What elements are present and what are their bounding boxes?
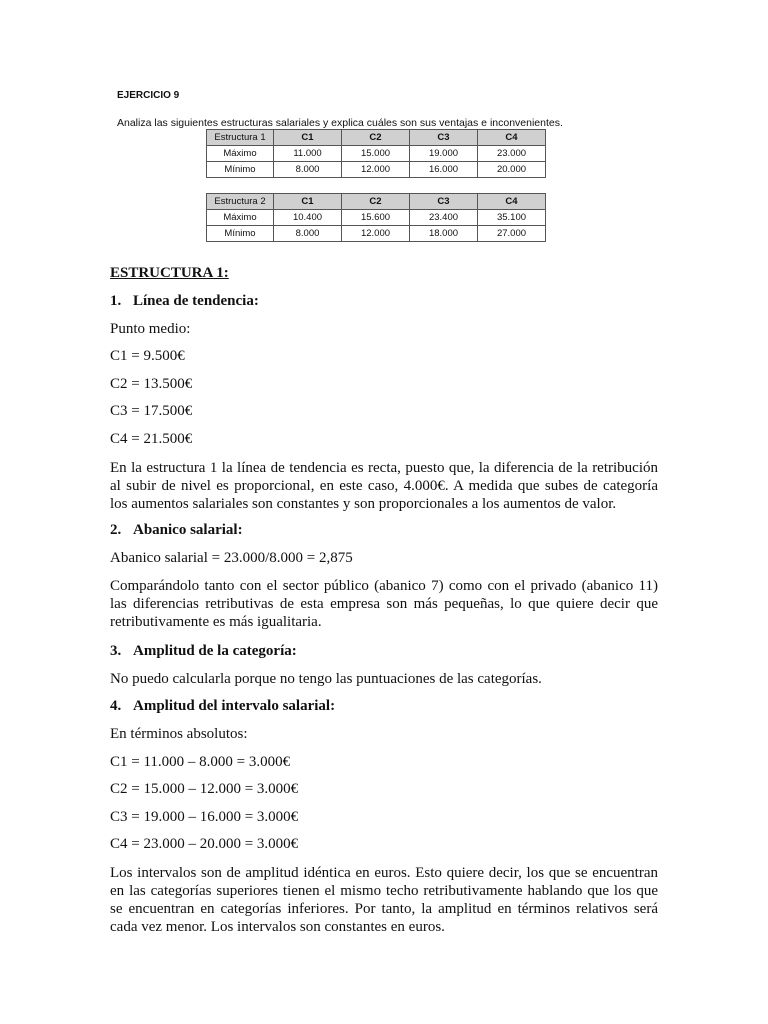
table-cell: 10.400 — [274, 210, 342, 226]
table-header-cell: C3 — [410, 194, 478, 210]
table-row — [207, 146, 546, 162]
paragraph-line: Comparándolo tanto con el sector público (abanico 7) como con el privado (abanico 11) — [110, 578, 658, 594]
table-cell: 15.600 — [342, 210, 410, 226]
paragraph — [110, 577, 658, 631]
paragraph-line: se encuentran en categorías inferiores. Por tanto, la amplitud en términos relativos será — [110, 901, 658, 917]
subsection-number: 1. — [110, 293, 122, 309]
exercise-title: EJERCICIO 9 — [117, 90, 180, 101]
table-header-cell: C4 — [478, 194, 546, 210]
subsection-title: Amplitud del intervalo salarial: — [133, 698, 336, 714]
table-cell: 19.000 — [410, 146, 478, 162]
table-cell: 15.000 — [342, 146, 410, 162]
paragraph — [110, 459, 658, 513]
formula-line: C1 = 9.500€ — [110, 348, 185, 364]
table-cell: Mínimo — [207, 162, 274, 178]
subsection-number: 2. — [110, 522, 122, 538]
table-cell: 20.000 — [478, 162, 546, 178]
paragraph-line: las diferencias retributivas de esta empresa son más pequeñas, lo que quiere decir que — [110, 596, 658, 612]
subsection-number: 4. — [110, 698, 122, 714]
section-heading: ESTRUCTURA 1: — [110, 265, 229, 281]
table-cell: 12.000 — [342, 162, 410, 178]
table-cell: Mínimo — [207, 226, 274, 242]
subsection-heading — [110, 697, 335, 715]
paragraph-line: retributivamente es más igualitaria. — [110, 614, 322, 630]
table-cell: 16.000 — [410, 162, 478, 178]
formula-line: C4 = 23.000 – 20.000 = 3.000€ — [110, 836, 299, 852]
formula-line: C3 = 19.000 – 16.000 = 3.000€ — [110, 809, 299, 825]
table-row — [207, 210, 546, 226]
paragraph: En términos absolutos: — [110, 726, 248, 742]
formula-line: C4 = 21.500€ — [110, 431, 193, 447]
formula-line: C3 = 17.500€ — [110, 403, 193, 419]
table-cell: Máximo — [207, 210, 274, 226]
subsection-heading — [110, 521, 243, 539]
subsection-title: Abanico salarial: — [133, 522, 243, 538]
paragraph-line: En la estructura 1 la línea de tendencia es recta, puesto que, la diferencia de la retribución — [110, 460, 658, 476]
table-header-cell: Estructura 1 — [207, 130, 274, 146]
table-cell: 18.000 — [410, 226, 478, 242]
table-cell: 8.000 — [274, 226, 342, 242]
table-cell: 12.000 — [342, 226, 410, 242]
formula-line: C2 = 15.000 – 12.000 = 3.000€ — [110, 781, 299, 797]
table-header-cell: C1 — [274, 130, 342, 146]
table-header-cell: Estructura 2 — [207, 194, 274, 210]
subsection-title: Línea de tendencia: — [133, 293, 259, 309]
paragraph-line: en las categorías superiores tienen el mismo techo retributivamente hablando que los que — [110, 883, 658, 899]
table-header-cell: C3 — [410, 130, 478, 146]
table-header-row — [207, 130, 546, 146]
subsection-title: Amplitud de la categoría: — [133, 643, 297, 659]
table-header-cell: C1 — [274, 194, 342, 210]
table-cell: 27.000 — [478, 226, 546, 242]
table-header-cell: C4 — [478, 130, 546, 146]
paragraph: Punto medio: — [110, 321, 191, 337]
formula-line: Abanico salarial = 23.000/8.000 = 2,875 — [110, 550, 353, 566]
table-row — [207, 162, 546, 178]
subsection-number: 3. — [110, 643, 122, 659]
table-cell: 23.400 — [410, 210, 478, 226]
paragraph: No puedo calcularla porque no tengo las puntuaciones de las categorías. — [110, 671, 542, 687]
formula-line: C2 = 13.500€ — [110, 376, 193, 392]
table-cell: 23.000 — [478, 146, 546, 162]
paragraph-line: cada vez menor. Los intervalos son constantes en euros. — [110, 919, 445, 935]
table-cell: 35.100 — [478, 210, 546, 226]
subsection-heading — [110, 292, 259, 310]
structure-2-table — [206, 193, 546, 242]
paragraph-line: los aumentos salariales son constantes y son proporcionales a los aumentos de valor. — [110, 496, 617, 512]
table-row — [207, 226, 546, 242]
paragraph-line: al subir de nivel es proporcional, en este caso, 4.000€. A medida que subes de categoría — [110, 478, 658, 494]
paragraph — [110, 864, 658, 936]
formula-line: C1 = 11.000 – 8.000 = 3.000€ — [110, 754, 291, 770]
table-header-cell: C2 — [342, 194, 410, 210]
structure-1-table — [206, 129, 546, 178]
table-header-cell: C2 — [342, 130, 410, 146]
exercise-instruction: Analiza las siguientes estructuras salariales y explica cuáles son sus ventajas e inconvenientes. — [117, 117, 563, 129]
paragraph-line: Los intervalos son de amplitud idéntica en euros. Esto quiere decir, los que se encuentran — [110, 865, 658, 881]
subsection-heading — [110, 642, 297, 660]
table-cell: Máximo — [207, 146, 274, 162]
table-cell: 8.000 — [274, 162, 342, 178]
table-cell: 11.000 — [274, 146, 342, 162]
table-header-row — [207, 194, 546, 210]
